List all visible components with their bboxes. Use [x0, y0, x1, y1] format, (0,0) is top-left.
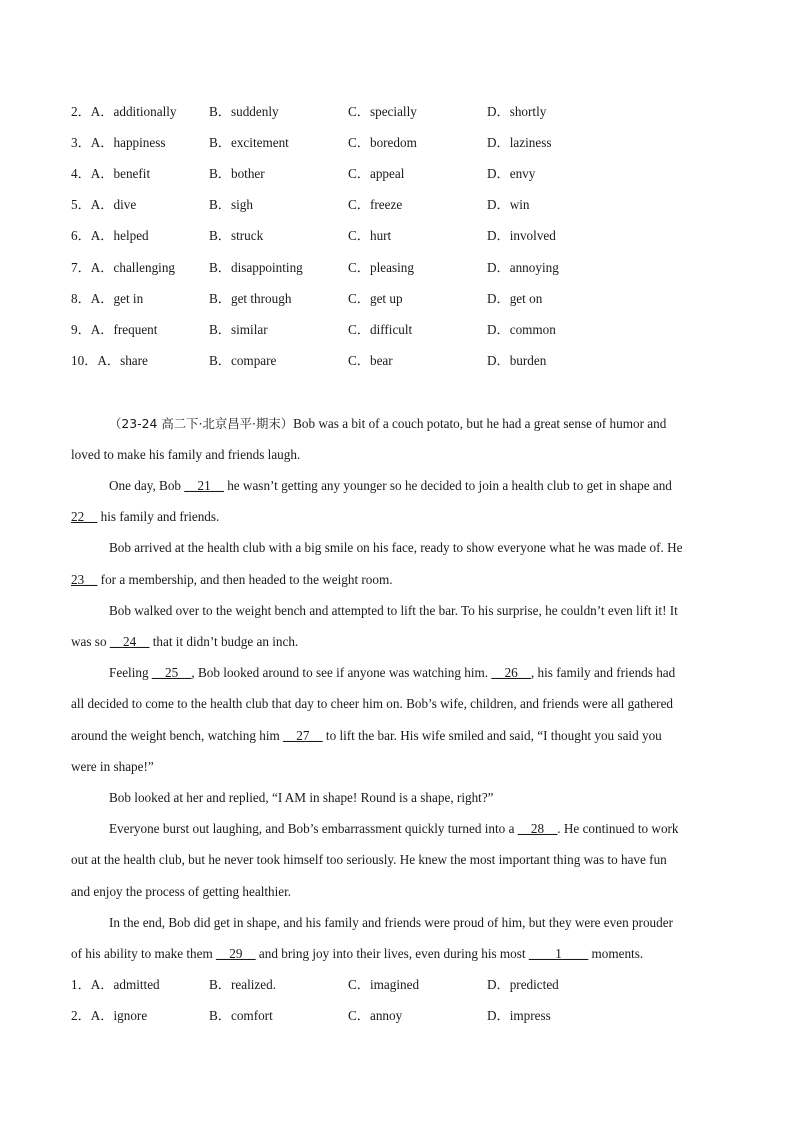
passage-line: [71, 507, 723, 527]
passage-line: [71, 632, 723, 652]
option-d: D．envy: [487, 166, 536, 181]
blank-21: __21__: [184, 478, 224, 493]
option-a: 7．A．challenging: [71, 260, 176, 275]
passage-text: Bob was a bit of a couch potato, but he had a great sense of humor and: [293, 416, 667, 431]
blank-29: __29__: [216, 946, 256, 961]
option-c: C．difficult: [348, 322, 413, 337]
passage-text: moments.: [591, 946, 644, 961]
option-b: B．excitement: [209, 135, 289, 150]
passage-line: Bob looked at her and replied, “I AM in shape! Round is a shape, right?”: [109, 790, 494, 805]
option-c: C．freeze: [348, 197, 403, 212]
option-d: D．burden: [487, 353, 547, 368]
option-d: D．annoying: [487, 260, 559, 275]
passage-text: . He continued to work: [557, 821, 679, 836]
option-a: 2．A．ignore: [71, 1008, 148, 1023]
option-c: C．annoy: [348, 1008, 403, 1023]
passage-text: around the weight bench, watching him: [71, 728, 280, 743]
blank-23: 23__: [71, 572, 98, 587]
option-a: 5．A．dive: [71, 197, 137, 212]
option-a: 9．A．frequent: [71, 322, 158, 337]
passage-line: In the end, Bob did get in shape, and his family and friends were proud of him, but they were even prouder: [109, 915, 673, 930]
option-a: 2．A．additionally: [71, 104, 177, 119]
passage-line: were in shape!”: [71, 759, 154, 774]
passage-text: , his family and friends had: [530, 665, 676, 680]
question-row: [71, 258, 731, 278]
passage-line: Bob arrived at the health club with a big smile on his face, ready to show everyone what he was made of. He: [109, 540, 683, 555]
passage-text: , Bob looked around to see if anyone was watching him.: [191, 665, 489, 680]
option-d: D．predicted: [487, 977, 559, 992]
blank-26: __26__: [491, 665, 531, 680]
passage-line: Bob walked over to the weight bench and attempted to lift the bar. To his surprise, he couldn’t even lift it! It: [109, 603, 678, 618]
option-c: C．specially: [348, 104, 417, 119]
option-b: B．disappointing: [209, 260, 303, 275]
option-c: C．pleasing: [348, 260, 414, 275]
option-b: B．compare: [209, 353, 277, 368]
option-a: 8．A．get in: [71, 291, 144, 306]
option-a: 4．A．benefit: [71, 166, 151, 181]
option-d: D．shortly: [487, 104, 547, 119]
passage-text: and bring joy into their lives, even during his most: [258, 946, 526, 961]
passage-text: for a membership, and then headed to the weight room.: [100, 572, 393, 587]
passage-line: all decided to come to the health club that day to cheer him on. Bob’s wife, children, and friends were all gathered: [71, 696, 674, 711]
source-label: （23-24 高二下·北京昌平·期末）: [109, 416, 294, 431]
option-c: C．hurt: [348, 228, 392, 243]
passage-line: [109, 819, 723, 839]
question-row: [71, 164, 731, 184]
option-d: D．common: [487, 322, 556, 337]
passage-text: to lift the bar. His wife smiled and said, “I thought you said you: [325, 728, 662, 743]
passage-text: Feeling: [109, 665, 149, 680]
blank-24: __24__: [109, 634, 150, 649]
option-c: C．appeal: [348, 166, 405, 181]
passage-line: and enjoy the process of getting healthier.: [71, 884, 292, 899]
option-b: B．struck: [209, 228, 264, 243]
passage-text: One day, Bob: [109, 478, 182, 493]
question-row: [71, 1006, 731, 1026]
passage-line: loved to make his family and friends laugh.: [71, 447, 301, 462]
blank-25: __25__: [151, 665, 192, 680]
option-b: B．realized.: [209, 977, 277, 992]
option-d: D．laziness: [487, 135, 552, 150]
blank-28: __28__: [517, 821, 558, 836]
option-b: B．suddenly: [209, 104, 279, 119]
option-a: 1．A．admitted: [71, 977, 160, 992]
passage-text: his family and friends.: [100, 509, 220, 524]
option-c: C．get up: [348, 291, 403, 306]
option-d: D．impress: [487, 1008, 551, 1023]
option-a: 10．A．share: [71, 353, 148, 368]
passage-line: out at the health club, but he never took himself too seriously. He knew the most important thing was to have fun: [71, 852, 667, 867]
option-c: C．bear: [348, 353, 393, 368]
passage-text: Everyone burst out laughing, and Bob’s embarrassment quickly turned into a: [109, 821, 515, 836]
passage-text: that it didn’t budge an inch.: [152, 634, 299, 649]
blank-22: 22__: [71, 509, 98, 524]
option-c: C．imagined: [348, 977, 420, 992]
option-d: D．involved: [487, 228, 556, 243]
question-row: [71, 351, 731, 371]
question-row: [71, 975, 731, 995]
option-d: D．win: [487, 197, 530, 212]
passage-line: [71, 944, 723, 964]
question-row: [71, 289, 731, 309]
blank-1: ____1____: [528, 946, 589, 961]
question-row: [71, 195, 731, 215]
option-b: B．similar: [209, 322, 268, 337]
passage-line: [71, 726, 723, 746]
option-b: B．get through: [209, 291, 292, 306]
option-a: 6．A．helped: [71, 228, 149, 243]
option-b: B．sigh: [209, 197, 253, 212]
option-c: C．boredom: [348, 135, 417, 150]
option-a: 3．A．happiness: [71, 135, 166, 150]
passage-text: he wasn’t getting any younger so he decided to join a health club to get in shape and: [227, 478, 672, 493]
question-row: [71, 226, 731, 246]
blank-27: __27__: [283, 728, 323, 743]
question-row: [71, 320, 731, 340]
passage-line: [109, 414, 723, 434]
option-d: D．get on: [487, 291, 543, 306]
option-b: B．comfort: [209, 1008, 273, 1023]
passage-text: was so: [71, 634, 107, 649]
passage-text: of his ability to make them: [71, 946, 213, 961]
passage-line: [71, 570, 723, 590]
passage-line: [109, 663, 723, 683]
option-b: B．bother: [209, 166, 265, 181]
question-row: [71, 133, 731, 153]
question-row: [71, 102, 731, 122]
passage-line: [109, 476, 723, 496]
